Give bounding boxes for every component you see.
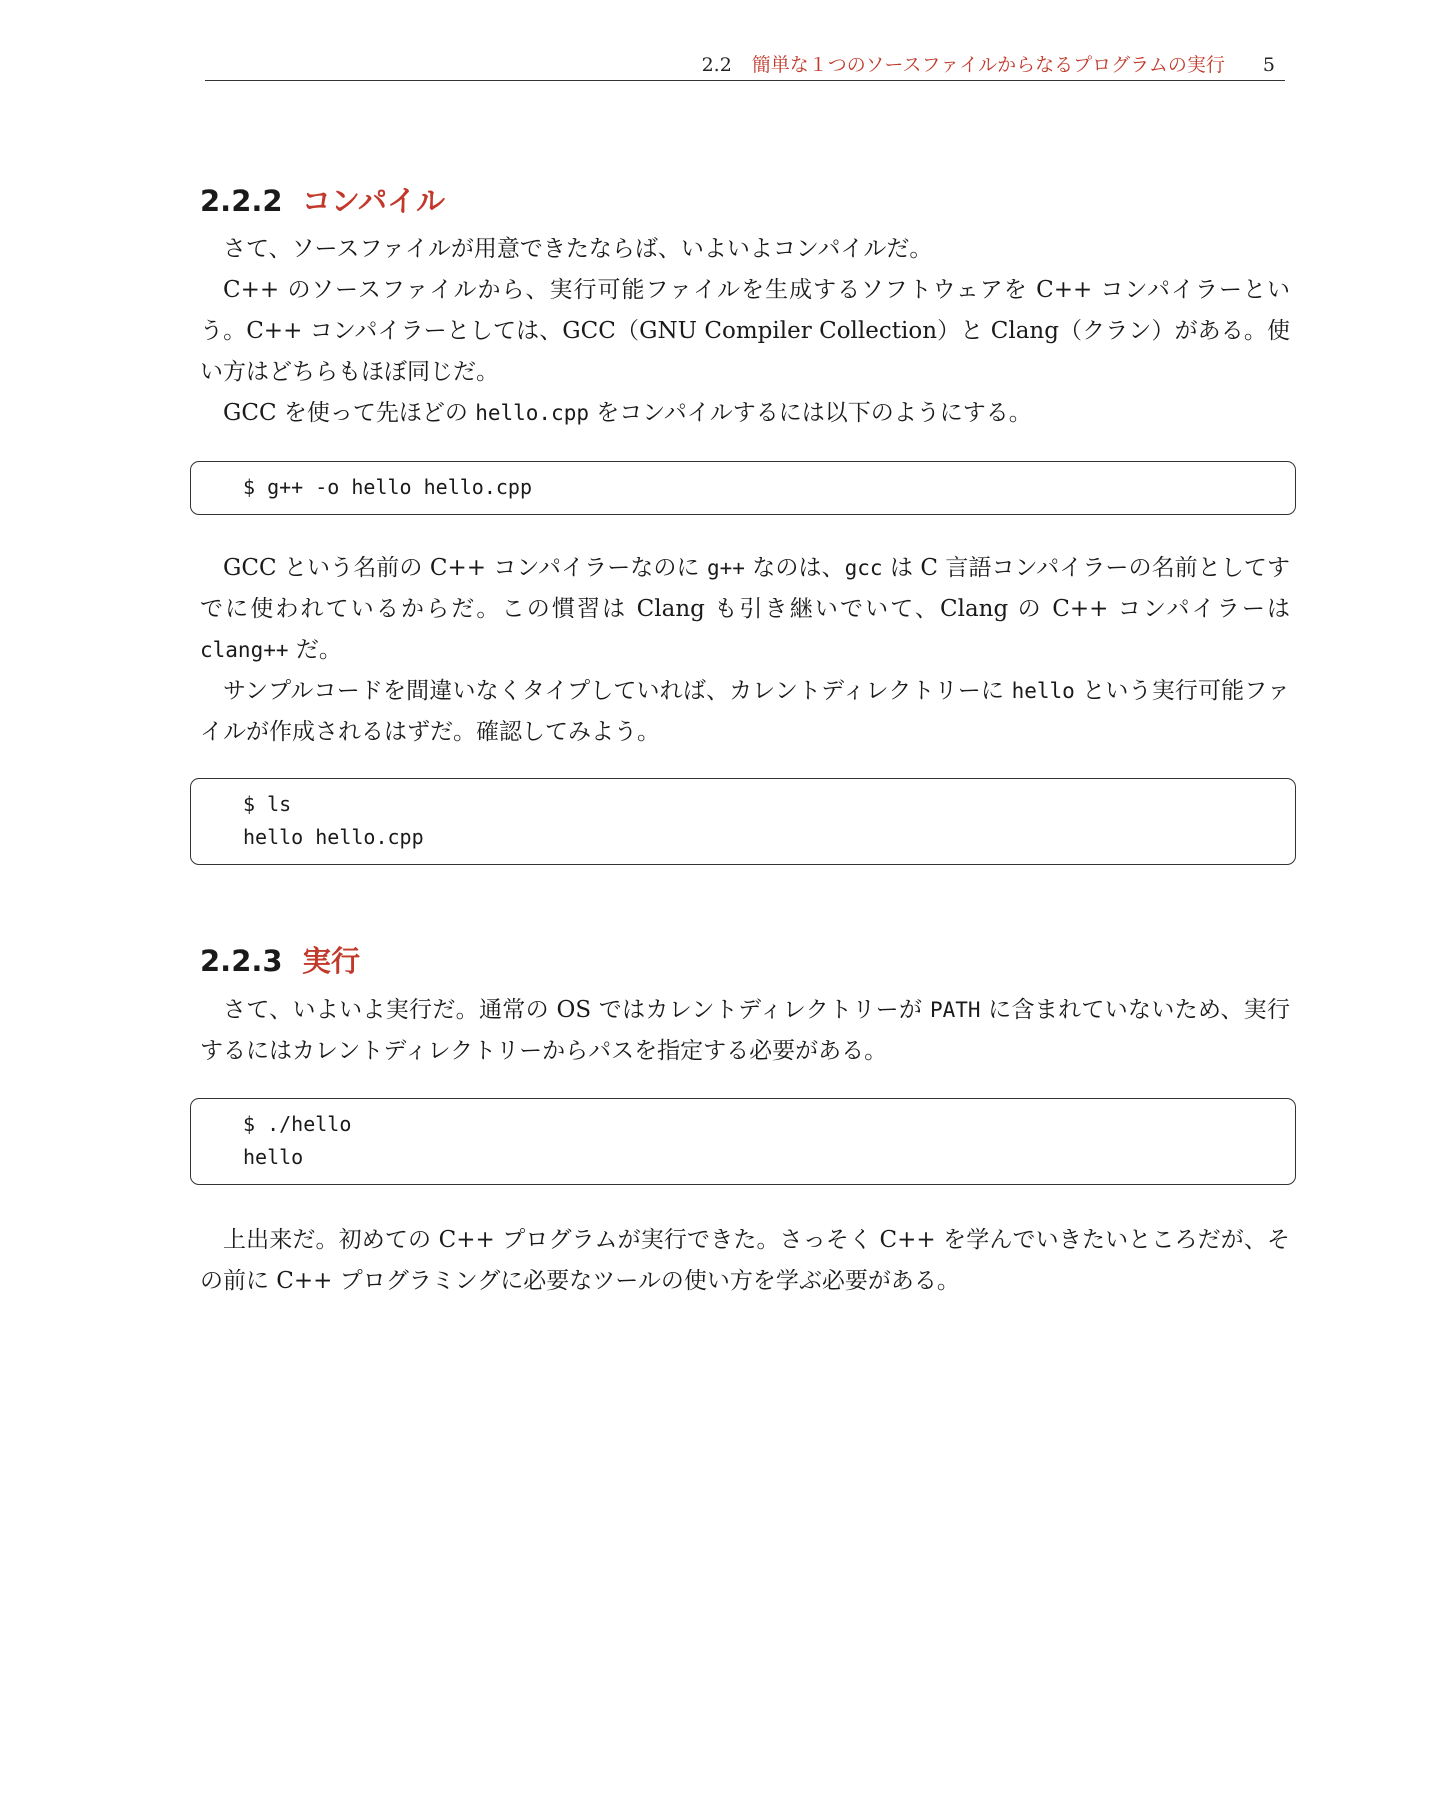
code-block xyxy=(190,461,1296,515)
text-span: サンプルコードを間違いなくタイプしていれば、カレントディレクトリーに xyxy=(223,678,1012,704)
code-line: $ ./hello xyxy=(243,1112,352,1136)
page-number: 5 xyxy=(1262,54,1275,76)
text-span: に含まれていないため、実行するにはカレントディレクトリーからパスを指定する必要がある。 xyxy=(200,997,1290,1064)
inline-code: gcc xyxy=(844,556,883,580)
text-span: GCC を使って先ほどの xyxy=(223,400,476,426)
code-line: $ g++ -o hello hello.cpp xyxy=(243,475,532,499)
inline-code: hello xyxy=(1011,679,1075,703)
text-span: は C 言語コンパイラーの名前としてすでに使われているからだ。この慣習は Clang も引き継いでいて、Clang の C++ コンパイラーは xyxy=(200,555,1290,622)
section-title: 実行 xyxy=(302,944,361,978)
paragraph: 上出来だ。初めての C++ プログラムが実行できた。さっそく C++ を学んでいきたいところだが、その前に C++ プログラミングに必要なツールの使い方を学ぶ必要がある。 xyxy=(200,1227,1290,1294)
running-header xyxy=(205,50,1285,81)
section-number: 2.2.3 xyxy=(200,944,283,978)
paragraph: C++ のソースファイルから、実行可能ファイルを生成するソフトウェアを C++ コンパイラーという。C++ コンパイラーとしては、GCC（GNU Compiler Collection）と Clang（クラン）がある。使い方はどちらもほぼ同じだ。 xyxy=(200,277,1290,385)
inline-code: hello.cpp xyxy=(475,401,589,425)
section-number: 2.2.2 xyxy=(200,184,283,218)
text-span: をコンパイルするには以下のようにする。 xyxy=(589,400,1032,426)
text-span: という実行可能ファイルが作成されるはずだ。確認してみよう。 xyxy=(200,678,1291,745)
text-span: なのは、 xyxy=(744,555,845,581)
code-block xyxy=(190,778,1296,865)
text-span: GCC という名前の C++ コンパイラーなのに xyxy=(223,555,707,581)
code-line: hello hello.cpp xyxy=(243,825,424,849)
text-span: だ。 xyxy=(288,637,342,663)
text-span: さて、いよいよ実行だ。通常の OS ではカレントディレクトリーが xyxy=(223,997,930,1023)
inline-code: g++ xyxy=(706,556,745,580)
header-section-number: 2.2 xyxy=(701,54,732,76)
paragraph xyxy=(200,548,1290,671)
section-heading-2-2-3 xyxy=(200,943,360,979)
inline-code: PATH xyxy=(929,998,981,1022)
paragraph xyxy=(200,671,1290,753)
code-line: $ ls xyxy=(243,792,292,816)
paragraph xyxy=(200,393,1290,434)
paragraph xyxy=(200,990,1290,1072)
code-line: hello xyxy=(243,1145,304,1169)
paragraph: さて、ソースファイルが用意できたならば、いよいよコンパイルだ。 xyxy=(223,236,933,262)
section-heading-2-2-2 xyxy=(200,183,445,219)
inline-code: clang++ xyxy=(200,638,289,662)
header-section-title: 簡単な１つのソースファイルからなるプログラムの実行 xyxy=(751,54,1225,76)
code-block xyxy=(190,1098,1296,1185)
section-title: コンパイル xyxy=(302,184,445,218)
